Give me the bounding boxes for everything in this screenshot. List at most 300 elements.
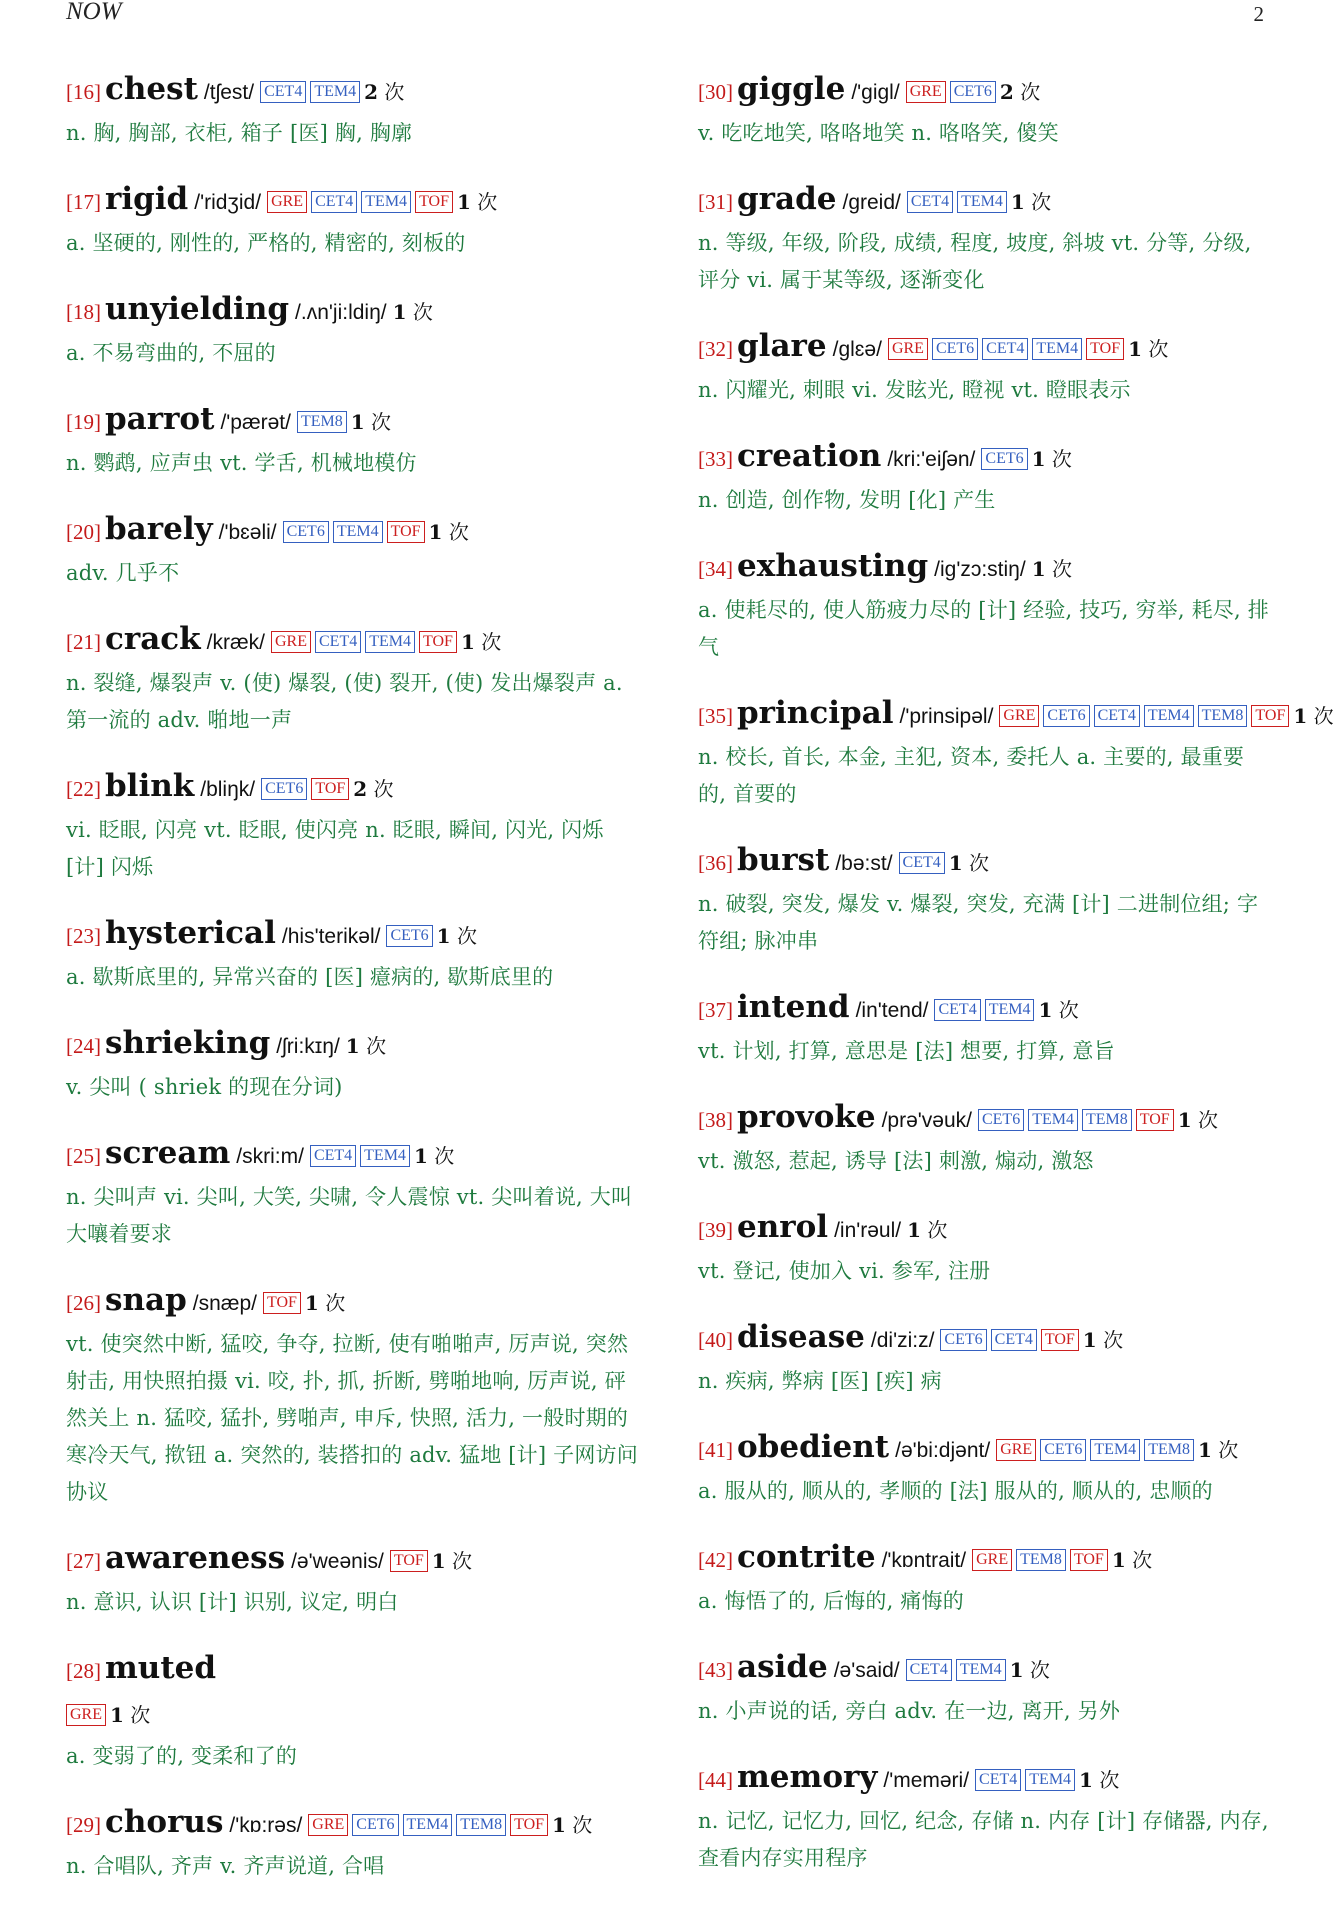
- frequency-count: [305, 1291, 345, 1315]
- definition: n. 合唱队, 齐声 v. 齐声说道, 合唱: [66, 1854, 385, 1878]
- entry-number: [37]: [698, 998, 733, 1022]
- frequency-count: [552, 1813, 592, 1837]
- exam-tag: CET4: [315, 631, 361, 653]
- headword: unyielding: [105, 291, 290, 327]
- headword: hysterical: [105, 915, 276, 951]
- exam-tag: TEM4: [985, 999, 1035, 1021]
- definition: n. 记忆, 记忆力, 回忆, 纪念, 存储 n. 内存 [计] 存储器, 内存, 查看内存实用程序: [698, 1809, 1269, 1870]
- exam-tag: TEM8: [1198, 705, 1248, 727]
- exam-tag: TEM8: [1016, 1549, 1066, 1571]
- definition: a. 变弱了的, 变柔和了的: [66, 1744, 298, 1768]
- definition: v. 吃吃地笑, 咯咯地笑 n. 咯咯笑, 傻笑: [698, 121, 1059, 145]
- vocab-entry: [66, 68, 642, 152]
- count-value: 1: [1177, 1108, 1192, 1132]
- count-value: 1: [948, 851, 963, 875]
- exam-tag: TOF: [387, 521, 425, 543]
- headword-line: [66, 1801, 642, 1848]
- definition: n. 校长, 首长, 本金, 主犯, 资本, 委托人 a. 主要的, 最重要的, 首要的: [698, 745, 1245, 806]
- exam-tag: CET6: [283, 521, 329, 543]
- count-unit: 次: [1148, 337, 1169, 361]
- entry-number: [24]: [66, 1034, 101, 1058]
- phonetic: /'meməri/: [883, 1769, 970, 1792]
- count-unit: 次: [1051, 447, 1072, 471]
- count-value: 1: [428, 520, 443, 544]
- entry-number: [30]: [698, 80, 733, 104]
- vocab-entry: [66, 912, 642, 996]
- phonetic: /'gigl/: [851, 81, 900, 104]
- count-unit: 次: [1313, 704, 1334, 728]
- exam-tag: CET6: [932, 338, 978, 360]
- headword-line: [698, 692, 1334, 739]
- exam-tag: TOF: [1086, 338, 1124, 360]
- frequency-count: [1032, 557, 1072, 581]
- headword: memory: [737, 1759, 878, 1795]
- vocab-entry: [698, 1646, 1270, 1730]
- count-unit: 次: [1058, 998, 1079, 1022]
- phonetic: /'kɒntrait/: [881, 1549, 967, 1572]
- entry-number: [26]: [66, 1291, 101, 1315]
- left-column: [66, 68, 642, 1911]
- headword: barely: [105, 511, 213, 547]
- frequency-count: [1079, 1768, 1119, 1792]
- headword: shrieking: [105, 1025, 271, 1061]
- exam-tag: TOF: [390, 1550, 428, 1572]
- exam-tag: CET6: [978, 1109, 1024, 1131]
- count-unit: 次: [1051, 557, 1072, 581]
- definition: n. 创造, 创作物, 发明 [化] 产生: [698, 488, 996, 512]
- exam-tag: TEM4: [333, 521, 383, 543]
- vocab-entry: [698, 1756, 1270, 1877]
- headword: rigid: [105, 181, 189, 217]
- frequency-count: [461, 630, 501, 654]
- vocab-entry: [66, 288, 642, 372]
- headword: snap: [105, 1282, 187, 1318]
- definition: n. 尖叫声 vi. 尖叫, 大笑, 尖啸, 令人震惊 vt. 尖叫着说, 大叫大嚷着要求: [66, 1185, 633, 1246]
- entry-number: [35]: [698, 704, 733, 728]
- exam-tag: CET4: [975, 1769, 1021, 1791]
- entry-number: [33]: [698, 447, 733, 471]
- count-unit: 次: [1031, 190, 1052, 214]
- frequency-count: [437, 924, 477, 948]
- entry-number: [23]: [66, 924, 101, 948]
- exam-tag: CET6: [1040, 1439, 1086, 1461]
- frequency-count: [393, 300, 433, 324]
- headword: grade: [737, 181, 837, 217]
- phonetic: /snæp/: [192, 1292, 257, 1315]
- exam-tag: CET6: [261, 778, 307, 800]
- exam-tag: CET4: [260, 81, 306, 103]
- count-value: 1: [552, 1813, 566, 1837]
- headword-line: [698, 325, 1270, 372]
- headword: awareness: [105, 1540, 286, 1576]
- exam-tag: TEM4: [957, 191, 1007, 213]
- count-unit: 次: [452, 1549, 473, 1573]
- count-unit: 次: [1218, 1438, 1239, 1462]
- headword: chest: [105, 71, 198, 107]
- headword: disease: [737, 1319, 865, 1355]
- definition: vt. 使突然中断, 猛咬, 争夺, 拉断, 使有啪啪声, 厉声说, 突然射击, 用快照拍摄 vi. 咬, 扑, 抓, 折断, 劈啪地响, 厉声说, 砰然关上 n. 猛咬, 猛扑, 劈啪声, 申斥, 快照, 活力, 一般时期的寒冷天气, 揿钮 a. 突然的, 装搭扣的 adv. 猛地 [计] 子网访问协议: [66, 1332, 638, 1504]
- vocab-entry: [698, 325, 1270, 409]
- phonetic: /tʃest/: [203, 81, 255, 104]
- count-value: 1: [1031, 447, 1046, 471]
- vocab-entry: [698, 68, 1270, 152]
- exam-tag: TEM4: [403, 1814, 453, 1836]
- definition: n. 疾病, 弊病 [医] [疾] 病: [698, 1369, 942, 1393]
- headword-line: [66, 178, 642, 225]
- definition: a. 服从的, 顺从的, 孝顺的 [法] 服从的, 顺从的, 忠顺的: [698, 1479, 1213, 1503]
- phonetic: /'bɛəli/: [218, 521, 277, 544]
- exam-tag: GRE: [267, 191, 307, 213]
- count-unit: 次: [572, 1813, 593, 1837]
- count-value: 1: [460, 630, 475, 654]
- frequency-count: [1178, 1108, 1218, 1132]
- exam-tag: TOF: [1041, 1329, 1079, 1351]
- definition: vt. 激怒, 惹起, 诱导 [法] 刺激, 煽动, 激怒: [698, 1149, 1094, 1173]
- headword: exhausting: [737, 548, 929, 584]
- phonetic: /in'rəul/: [834, 1219, 902, 1242]
- headword-line: [66, 1022, 642, 1069]
- frequency-count: [432, 1549, 472, 1573]
- definition: vt. 计划, 打算, 意思是 [法] 想要, 打算, 意旨: [698, 1039, 1115, 1063]
- vocab-entry: [66, 618, 642, 739]
- exam-tag: TOF: [415, 191, 453, 213]
- entry-number: [44]: [698, 1768, 733, 1792]
- definition: vt. 登记, 使加入 vi. 参军, 注册: [698, 1259, 991, 1283]
- phonetic: /ə'said/: [833, 1659, 900, 1682]
- vocab-entry: [66, 1801, 642, 1885]
- exam-tag: GRE: [271, 631, 311, 653]
- count-value: 1: [1031, 557, 1046, 581]
- frequency-count: [364, 80, 404, 104]
- exam-tag: TEM8: [1144, 1439, 1194, 1461]
- exam-tag: CET4: [311, 191, 357, 213]
- headword: burst: [737, 842, 830, 878]
- exam-tag: CET4: [310, 1145, 356, 1167]
- exam-tag: TEM8: [456, 1814, 506, 1836]
- count-value: 1: [1111, 1548, 1126, 1572]
- definition: n. 胸, 胸部, 衣柜, 箱子 [医] 胸, 胸廓: [66, 121, 413, 145]
- headword: parrot: [105, 401, 215, 437]
- headword: enrol: [737, 1209, 829, 1245]
- count-value: 2: [364, 80, 379, 104]
- exam-tag: TEM4: [1032, 338, 1082, 360]
- count-value: 1: [1293, 704, 1308, 728]
- headword: aside: [737, 1649, 828, 1685]
- headword-line: [698, 1756, 1270, 1803]
- count-unit: 次: [969, 851, 990, 875]
- phonetic: /bə:st/: [835, 852, 893, 875]
- count-value: 1: [1009, 1658, 1024, 1682]
- vocab-entry: [698, 1206, 1270, 1290]
- definition: n. 等级, 年级, 阶段, 成绩, 程度, 坡度, 斜坡 vt. 分等, 分级, 评分 vi. 属于某等级, 逐渐变化: [698, 231, 1252, 292]
- vocab-entry: [698, 1096, 1270, 1180]
- count-unit: 次: [481, 630, 502, 654]
- exam-tag: TEM4: [956, 1659, 1006, 1681]
- frequency-count: [949, 851, 989, 875]
- count-unit: 次: [1103, 1328, 1124, 1352]
- exam-tag: GRE: [999, 705, 1039, 727]
- definition: n. 裂缝, 爆裂声 v. (使) 爆裂, (使) 裂开, (使) 发出爆裂声 a. 第一流的 adv. 啪地一声: [66, 671, 623, 732]
- exam-tag: TOF: [263, 1292, 301, 1314]
- count-value: 1: [1010, 190, 1025, 214]
- vocab-entry: [66, 1537, 642, 1621]
- count-unit: 次: [130, 1703, 151, 1727]
- phonetic: /'prinsipəl/: [899, 705, 994, 728]
- entry-number: [19]: [66, 410, 101, 434]
- vocab-entry: [698, 839, 1270, 960]
- count-value: 2: [999, 80, 1014, 104]
- definition: n. 破裂, 突发, 爆发 v. 爆裂, 突发, 充满 [计] 二进制位组; 字符组; 脉冲串: [698, 892, 1259, 953]
- headword-line: [698, 435, 1270, 482]
- headword: crack: [105, 621, 201, 657]
- definition: n. 小声说的话, 旁白 adv. 在一边, 离开, 另外: [698, 1699, 1121, 1723]
- right-column: [698, 68, 1334, 1903]
- entry-number: [43]: [698, 1658, 733, 1682]
- exam-tag: CET4: [982, 338, 1028, 360]
- exam-tag: TEM8: [1082, 1109, 1132, 1131]
- running-head: NOW: [66, 0, 122, 25]
- entry-number: [20]: [66, 520, 101, 544]
- exam-tag: TEM4: [310, 81, 360, 103]
- entry-number: [32]: [698, 337, 733, 361]
- count-unit: 次: [371, 410, 392, 434]
- headword: contrite: [737, 1539, 876, 1575]
- phonetic: /di'zi:z/: [870, 1329, 935, 1352]
- count-unit: 次: [434, 1144, 455, 1168]
- headword-line: [66, 1647, 642, 1694]
- exam-tag: GRE: [972, 1549, 1012, 1571]
- frequency-count: [346, 1034, 386, 1058]
- count-value: 1: [110, 1703, 124, 1727]
- exam-tag: GRE: [66, 1704, 106, 1726]
- definition: a. 坚硬的, 刚性的, 严格的, 精密的, 刻板的: [66, 231, 466, 255]
- vocab-entry: [698, 435, 1270, 519]
- phonetic: /ʃri:kɪŋ/: [276, 1035, 340, 1058]
- count-value: 1: [457, 190, 471, 214]
- headword-line: [66, 288, 642, 335]
- exam-tag: GRE: [906, 81, 946, 103]
- exam-tag: CET4: [899, 852, 945, 874]
- exam-tag: TOF: [1136, 1109, 1174, 1131]
- phonetic: /.ʌn'ji:ldiŋ/: [295, 301, 387, 324]
- definition: a. 使耗尽的, 使人筋疲力尽的 [计] 经验, 技巧, 穷举, 耗尽, 排气: [698, 598, 1269, 659]
- definition: n. 鹦鹉, 应声虫 vt. 学舌, 机械地模仿: [66, 451, 417, 475]
- exam-tag: TOF: [419, 631, 457, 653]
- headword-line: [698, 178, 1270, 225]
- vocab-entry: [698, 1316, 1270, 1400]
- phonetic: /prə'vəuk/: [881, 1109, 972, 1132]
- entry-number: [17]: [66, 190, 101, 214]
- definition: v. 尖叫 ( shriek 的现在分词): [66, 1075, 343, 1099]
- phonetic: /skri:m/: [236, 1145, 304, 1168]
- count-value: 2: [353, 777, 368, 801]
- count-unit: 次: [325, 1291, 346, 1315]
- count-unit: 次: [927, 1218, 948, 1242]
- phonetic: /'kɒ:rəs/: [229, 1814, 303, 1837]
- exam-tag: CET4: [907, 191, 953, 213]
- exam-tag: TEM4: [1090, 1439, 1140, 1461]
- frequency-count: [351, 410, 391, 434]
- exam-tag: GRE: [888, 338, 928, 360]
- count-value: 1: [350, 410, 365, 434]
- entry-number: [27]: [66, 1549, 101, 1573]
- headword-line: [66, 398, 642, 445]
- frequency-count: [1011, 190, 1051, 214]
- headword-line: [698, 1316, 1270, 1363]
- headword: blink: [105, 768, 195, 804]
- headword: provoke: [737, 1099, 876, 1135]
- exam-tag: CET6: [352, 1814, 398, 1836]
- vocab-entry: [66, 1022, 642, 1106]
- headword-line: [66, 1132, 642, 1179]
- exam-tag: TEM4: [360, 1145, 410, 1167]
- entry-number: [16]: [66, 80, 101, 104]
- definition: adv. 几乎不: [66, 561, 180, 585]
- phonetic: /glɛə/: [832, 338, 882, 361]
- count-unit: 次: [477, 190, 498, 214]
- vocab-entry: [66, 765, 642, 886]
- count-value: 1: [413, 1144, 428, 1168]
- count-value: 1: [1079, 1768, 1093, 1792]
- entry-number: [29]: [66, 1813, 101, 1837]
- frequency-count: [1010, 1658, 1050, 1682]
- exam-tag: CET4: [934, 999, 980, 1021]
- exam-tag: TEM4: [361, 191, 411, 213]
- headword-line: [698, 68, 1270, 115]
- headword-line: [66, 618, 642, 665]
- count-unit: 次: [448, 520, 469, 544]
- exam-tag: TEM4: [1028, 1109, 1078, 1131]
- exam-tag: TEM8: [297, 411, 347, 433]
- frequency-count: [457, 190, 497, 214]
- vocab-entry: [66, 178, 642, 262]
- phonetic: /'ridʒid/: [194, 191, 262, 214]
- entry-number: [34]: [698, 557, 733, 581]
- vocab-entry: [66, 1279, 642, 1511]
- exam-tag: CET6: [950, 81, 996, 103]
- headword-line: [66, 1279, 642, 1326]
- phonetic: /bliŋk/: [200, 778, 256, 801]
- exam-tag: TEM4: [1144, 705, 1194, 727]
- frequency-count: [414, 1144, 454, 1168]
- entry-number: [38]: [698, 1108, 733, 1132]
- exam-tag: TEM4: [365, 631, 415, 653]
- definition: n. 闪耀光, 刺眼 vi. 发眩光, 瞪视 vt. 瞪眼表示: [698, 378, 1131, 402]
- frequency-count: [907, 1218, 947, 1242]
- headword-line: [698, 1206, 1270, 1253]
- count-unit: 次: [1197, 1108, 1218, 1132]
- phonetic: /kræk/: [206, 631, 265, 654]
- phonetic: /ig'zɔ:stiŋ/: [934, 558, 1026, 581]
- headword-line: [66, 912, 642, 959]
- headword-line: [698, 986, 1270, 1033]
- frequency-count: [1293, 704, 1333, 728]
- headword-line: [66, 765, 642, 812]
- vocab-entry: [698, 986, 1270, 1070]
- exam-tag: GRE: [996, 1439, 1036, 1461]
- count-value: 1: [304, 1291, 319, 1315]
- count-unit: 次: [366, 1034, 387, 1058]
- headword: giggle: [737, 71, 846, 107]
- exam-tag: CET6: [981, 448, 1027, 470]
- definition: a. 悔悟了的, 后悔的, 痛悔的: [698, 1589, 964, 1613]
- definition: n. 意识, 认识 [计] 识别, 议定, 明白: [66, 1590, 399, 1614]
- headword: intend: [737, 989, 850, 1025]
- count-value: 1: [431, 1549, 446, 1573]
- headword-line: [66, 1537, 642, 1584]
- headword-line: [66, 508, 642, 555]
- entry-number: [28]: [66, 1659, 101, 1683]
- definition: vi. 眨眼, 闪亮 vt. 眨眼, 使闪亮 n. 眨眼, 瞬间, 闪光, 闪烁 [计] 闪烁: [66, 818, 604, 879]
- vocab-entry: [698, 545, 1270, 666]
- headword: obedient: [737, 1429, 890, 1465]
- entry-number: [25]: [66, 1144, 101, 1168]
- exam-tag: CET4: [906, 1659, 952, 1681]
- count-unit: 次: [1132, 1548, 1153, 1572]
- exam-tag: CET6: [940, 1329, 986, 1351]
- headword: muted: [105, 1650, 217, 1686]
- headword-line: [698, 545, 1270, 592]
- exam-tag: TEM4: [1025, 1769, 1075, 1791]
- phonetic: /ə'weənis/: [291, 1550, 384, 1573]
- phonetic: /greid/: [842, 191, 901, 214]
- count-unit: 次: [456, 924, 477, 948]
- vocab-entry: [66, 1647, 642, 1775]
- frequency-count: [1128, 337, 1168, 361]
- exam-tag: TOF: [311, 778, 349, 800]
- exam-tag: TOF: [510, 1814, 548, 1836]
- phonetic: /kri:'eiʃən/: [887, 448, 976, 471]
- vocab-entry: [698, 692, 1334, 813]
- exam-tag: GRE: [308, 1814, 348, 1836]
- frequency-count: [1112, 1548, 1152, 1572]
- phonetic: /his'terikəl/: [281, 925, 381, 948]
- entry-number: [41]: [698, 1438, 733, 1462]
- count-value: 1: [1197, 1438, 1212, 1462]
- entry-number: [21]: [66, 630, 101, 654]
- count-value: 1: [1038, 998, 1053, 1022]
- count-value: 1: [436, 924, 451, 948]
- frequency-count: [110, 1703, 150, 1727]
- headword: scream: [105, 1135, 231, 1171]
- frequency-count: [1038, 998, 1078, 1022]
- vocab-entry: [698, 1536, 1270, 1620]
- headword: chorus: [105, 1804, 224, 1840]
- count-value: 1: [1128, 337, 1143, 361]
- count-unit: 次: [412, 300, 433, 324]
- headword-line: [66, 68, 642, 115]
- count-unit: 次: [373, 777, 394, 801]
- frequency-count: [353, 777, 393, 801]
- headword: principal: [737, 695, 894, 731]
- entry-number: [39]: [698, 1218, 733, 1242]
- vocab-entry: [66, 1132, 642, 1253]
- frequency-count: [429, 520, 469, 544]
- count-value: 1: [345, 1034, 360, 1058]
- entry-number: [18]: [66, 300, 101, 324]
- frequency-count: [1083, 1328, 1123, 1352]
- headword: creation: [737, 438, 882, 474]
- headword-line: [698, 1096, 1270, 1143]
- headword-line: [698, 1536, 1270, 1583]
- frequency-count: [1032, 447, 1072, 471]
- vocab-entry: [698, 1426, 1270, 1510]
- entry-number: [31]: [698, 190, 733, 214]
- vocab-entry: [66, 508, 642, 592]
- exam-tag: TOF: [1070, 1549, 1108, 1571]
- exam-tag: CET4: [991, 1329, 1037, 1351]
- vocab-entry: [66, 398, 642, 482]
